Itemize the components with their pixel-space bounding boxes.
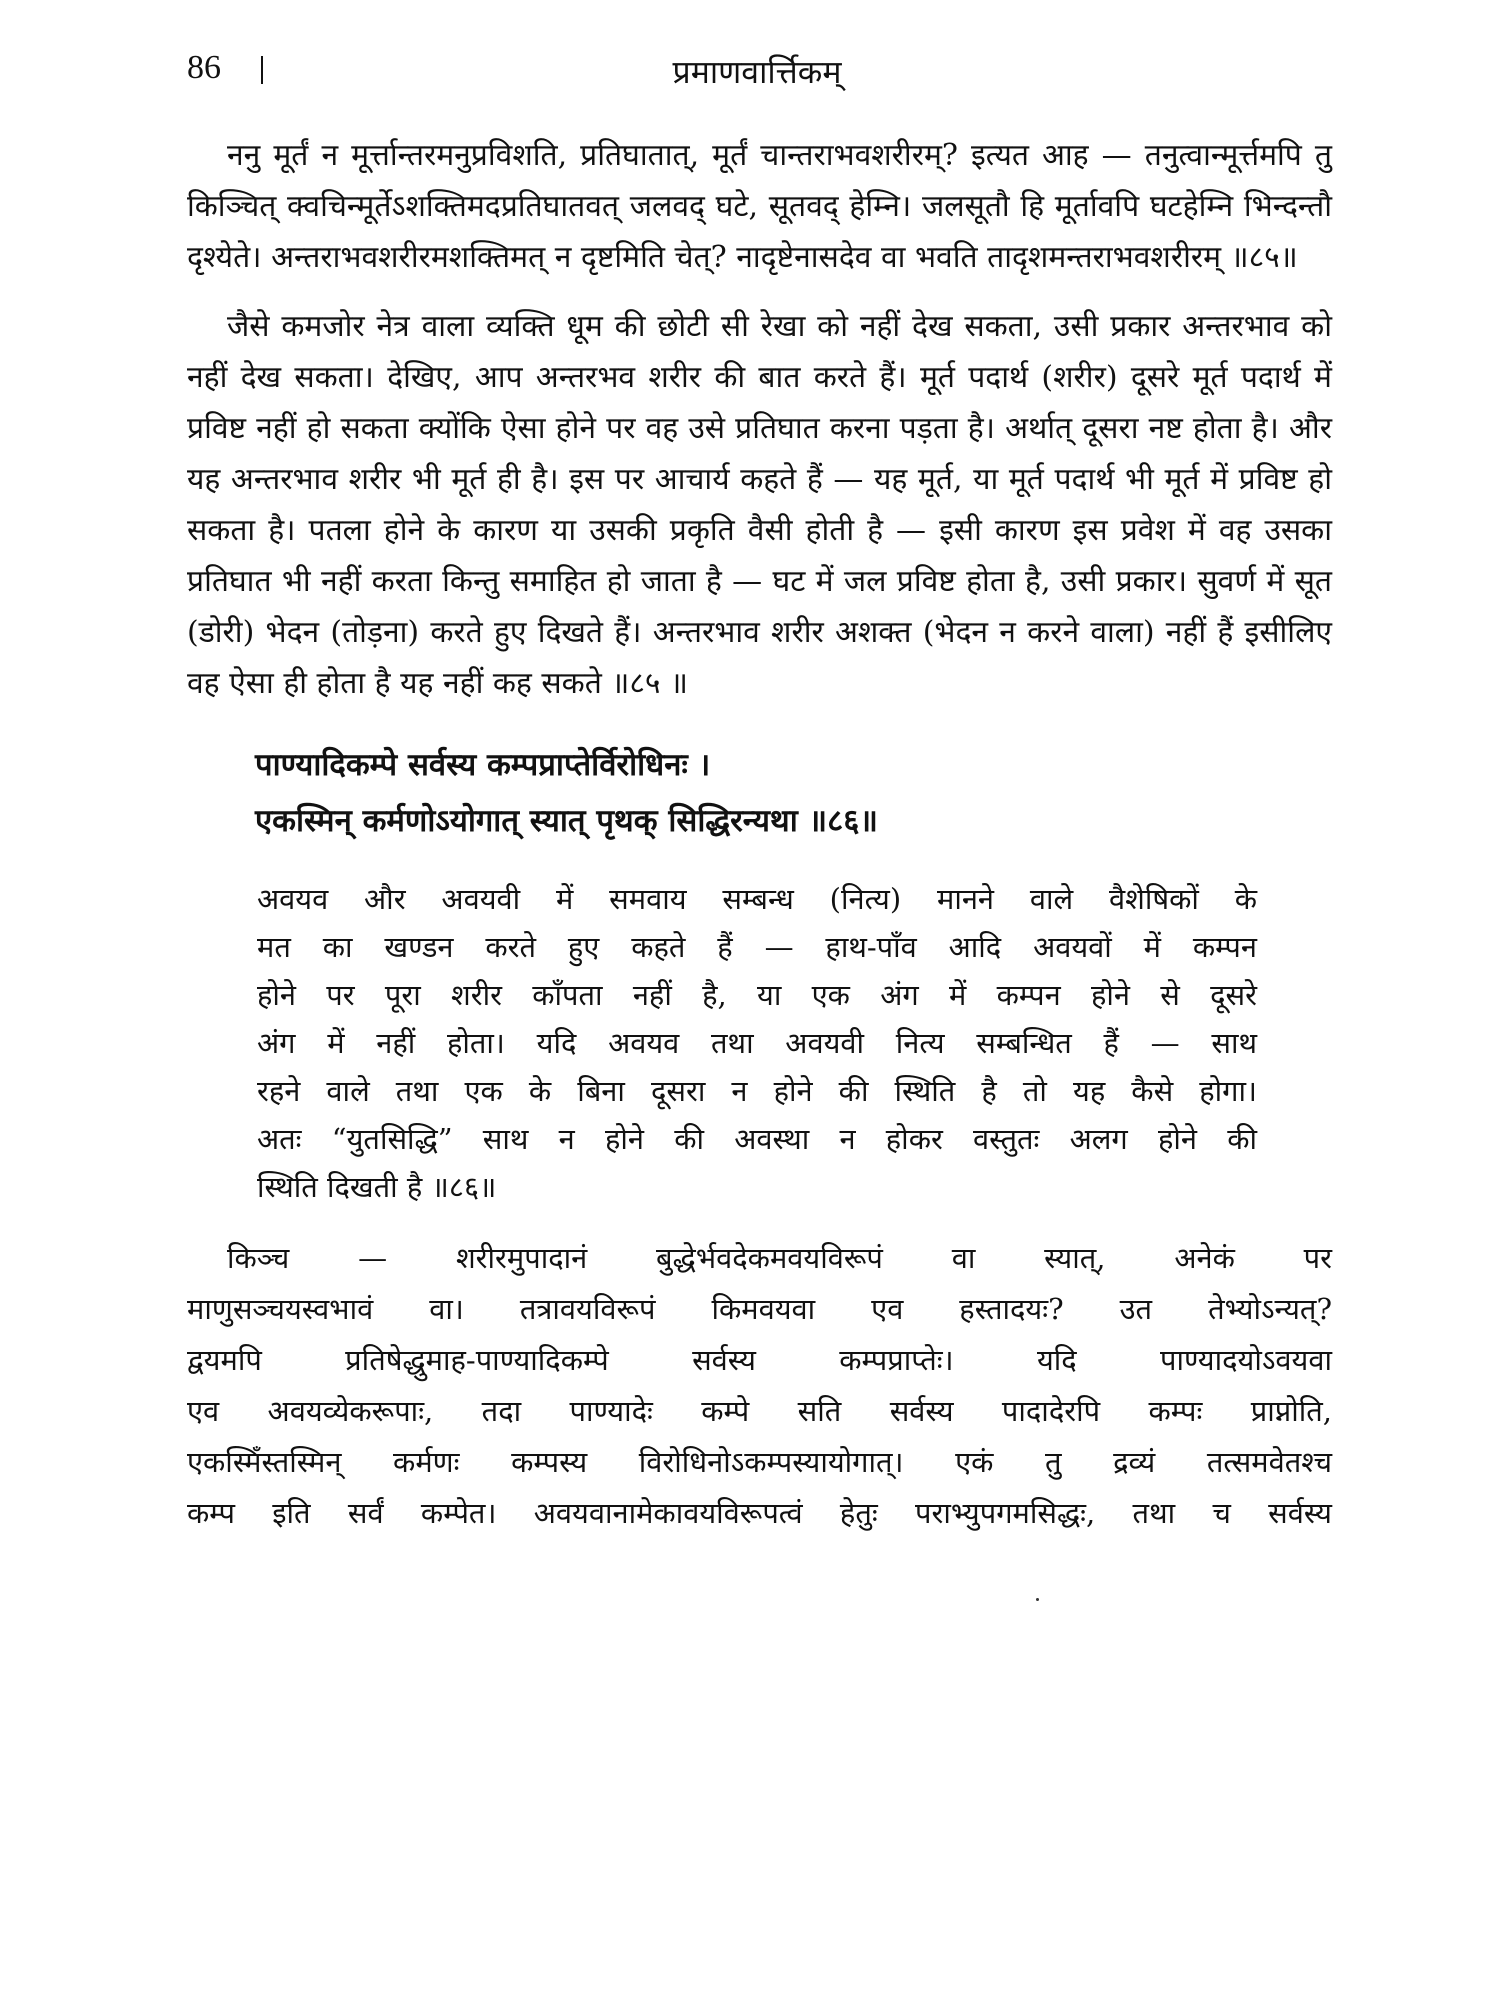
page-number: 86 bbox=[187, 49, 221, 86]
commentary-line: अवयव और अवयवी में समवाय सम्बन्ध (नित्य) मानने वाले वैशेषिकों के bbox=[257, 882, 1257, 916]
commentary-line: होने पर पूरा शरीर काँपता नहीं है, या एक अंग में कम्पन होने से दूसरे bbox=[257, 978, 1257, 1012]
paragraph-line: एव अवयव्येकरूपाः, तदा पाण्यादेः कम्पे सति सर्वस्य पादादेरपि कम्पः प्राप्नोति, bbox=[187, 1394, 1332, 1428]
commentary-line: स्थिति दिखती है ॥८६॥ bbox=[257, 1170, 497, 1204]
paragraph-line: द्वयमपि प्रतिषेद्धुमाह-पाण्यादिकम्पे सर्वस्य कम्पप्राप्तेः। यदि पाण्यादयोऽवयवा bbox=[187, 1343, 1332, 1377]
verse-86 bbox=[255, 737, 1335, 849]
paragraph-line: एकस्मिँस्तस्मिन् कर्मणः कम्पस्य विरोधिनोऽकम्पस्यायोगात्। एकं तु द्रव्यं तत्समवेतश्च bbox=[187, 1445, 1332, 1479]
running-title: प्रमाणवार्त्तिकम् bbox=[672, 53, 842, 91]
commentary-line: मत का खण्डन करते हुए कहते हैं — हाथ-पाँव आदि अवयवों में कम्पन bbox=[257, 930, 1257, 964]
hindi-paragraph-85: जैसे कमजोर नेत्र वाला व्यक्ति धूम की छोटी सी रेखा को नहीं देख सकता, उसी प्रकार अन्तरभाव को नहीं देख सकता। देखिए, आप अन्तरभव शरीर की बात करते हैं। मूर्त पदार्थ (शरीर) दूसरे मूर्त पदार्थ में प्रविष्ट नहीं हो सकता क्योंकि ऐसा होने पर वह उसे प्रतिघात करना पड़ता है। अर्थात् दूसरा नष्ट होता है। और यह अन्तरभाव शरीर भी मूर्त ही है। इस पर आचार्य कहते हैं — यह मूर्त, या मूर्त पदार्थ भी मूर्त में प्रविष्ट हो सकता है। पतला होने के कारण या उसकी प्रकृति वैसी होती है — इसी कारण इस प्रवेश में वह उसका प्रतिघात भी नहीं करता किन्तु समाहित हो जाता है — घट में जल प्रविष्ट होता है, उसी प्रकार। सुवर्ण में सूत (डोरी) भेदन (तोड़ना) करते हुए दिखते हैं। अन्तरभाव शरीर अशक्त (भेदन न करने वाला) नहीं हैं इसीलिए वह ऐसा ही होता है यह नहीं कह सकते ॥८५ ॥ bbox=[187, 309, 1332, 701]
verse-line-1: पाण्यादिकम्पे सर्वस्य कम्पप्राप्तेर्विरोधिनः । bbox=[255, 747, 711, 783]
sanskrit-paragraph-86 bbox=[187, 1233, 1332, 1539]
commentary-line: अंग में नहीं होता। यदि अवयव तथा अवयवी नित्य सम्बन्धित हैं — साथ bbox=[257, 1026, 1257, 1060]
paragraph-line: कम्प इति सर्वं कम्पेत। अवयवानामेकावयविरूपत्वं हेतुः पराभ्युपगमसिद्धः, तथा च सर्वस्य bbox=[187, 1496, 1332, 1530]
paragraph-line: माणुसञ्चयस्वभावं वा। तत्रावयविरूपं किमवयवा एव हस्तादयः? उत तेभ्योऽन्यत्? bbox=[187, 1292, 1332, 1326]
sanskrit-paragraph-85: ननु मूर्तं न मूर्त्तान्तरमनुप्रविशति, प्रतिघातात्, मूर्तं चान्तराभवशरीरम्? इत्यत आह — तनुत्वान्मूर्त्तमपि तु किञ्चित् क्वचिन्मूर्तेऽशक्तिमदप्रतिघातवत् जलवद् घटे, सूतवद् हेम्नि। जलसूतौ हि मूर्तावपि घटहेम्नि भिन्दन्तौ दृश्येते। अन्तराभवशरीरमशक्तिमत् न दृष्टमिति चेत्? नादृष्टेनासदेव वा भवति तादृशमन्तराभवशरीरम् ॥८५॥ bbox=[187, 138, 1332, 275]
verse-line-2: एकस्मिन् कर्मणोऽयोगात् स्यात् पृथक् सिद्धिरन्यथा ॥८६॥ bbox=[255, 803, 878, 839]
page-content bbox=[187, 130, 1332, 1539]
print-speck bbox=[1036, 1598, 1039, 1601]
commentary-line: रहने वाले तथा एक के बिना दूसरा न होने की स्थिति है तो यह कैसे होगा। bbox=[257, 1074, 1257, 1108]
commentary-line: अतः “युतसिद्धि” साथ न होने की अवस्था न होकर वस्तुतः अलग होने की bbox=[257, 1122, 1257, 1156]
paragraph-line: किञ्च — शरीरमुपादानं बुद्धेर्भवदेकमवयविरूपं वा स्यात्, अनेकं पर bbox=[227, 1241, 1332, 1275]
hindi-commentary-86 bbox=[257, 875, 1257, 1211]
page-header bbox=[187, 48, 1327, 108]
